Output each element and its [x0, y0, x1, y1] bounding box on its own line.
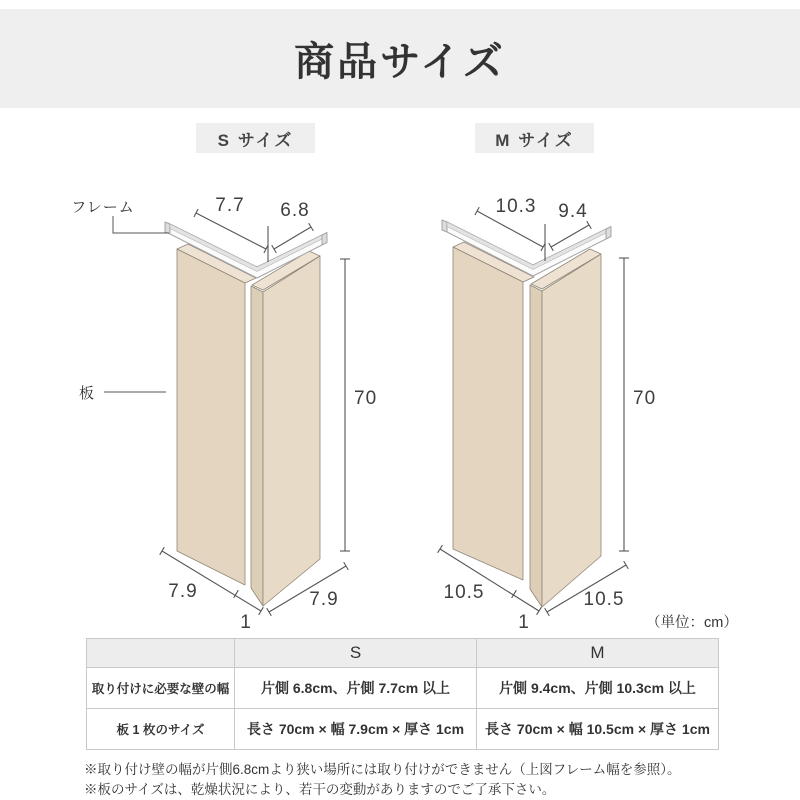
- s-right-board-front-face: [263, 256, 320, 606]
- frame-callout-line: [113, 216, 169, 233]
- badge-size-m: [475, 123, 594, 153]
- m-left-board-front-face: [453, 247, 523, 580]
- size-s-drawing: [60, 190, 380, 635]
- m-dim-height-value: 70: [633, 388, 657, 409]
- board-label: 板: [78, 385, 96, 402]
- footnote-frame-width: ※取り付け壁の幅が片側6.8cmより狭い場所には取り付けができません（上図フレーム幅を参照）。: [84, 762, 681, 777]
- s-dim-height-value: 70: [354, 388, 378, 409]
- board-size-m-value: 長さ 70cm × 幅 10.5cm × 厚さ 1cm: [477, 709, 719, 750]
- s-frame-right-cap: [322, 233, 327, 246]
- m-dim-bottom-right-value: 10.5: [583, 589, 625, 610]
- s-left-board-front-face: [177, 249, 245, 585]
- m-dim-thickness-value: 1: [518, 612, 530, 633]
- header-banner: [0, 9, 800, 108]
- m-right-board-front-face: [542, 254, 601, 607]
- wall-width-s-value: 片側 6.8cm、片側 7.7cm 以上: [235, 668, 477, 709]
- s-dim-top-right-value: 6.8: [280, 200, 310, 221]
- frame-label: フレーム: [71, 199, 135, 216]
- s-dim-top-left-value: 7.7: [215, 195, 245, 216]
- size-table-header-m: M: [477, 639, 719, 668]
- s-dim-bottom-left-value: 7.9: [168, 581, 198, 602]
- wall-width-m-value: 片側 9.4cm、片側 10.3cm 以上: [477, 668, 719, 709]
- size-table-header-row: [87, 639, 719, 668]
- board-size-row-label: 板 1 枚のサイズ: [87, 709, 235, 750]
- unit-note: （単位：cm）: [646, 615, 738, 631]
- page-title: 商品サイズ: [294, 40, 506, 84]
- size-s-diagram: [60, 190, 380, 635]
- size-table-header-s: S: [235, 639, 477, 668]
- table-row-wall-width: [87, 668, 719, 709]
- footnotes: [84, 760, 680, 799]
- s-right-board-edge-face: [251, 286, 263, 606]
- badge-size-m-label: M サイズ: [495, 130, 574, 150]
- table-row-board-size: [87, 709, 719, 750]
- s-right-board: [251, 251, 320, 606]
- m-right-board-edge-face: [530, 285, 542, 607]
- size-m-diagram: [425, 190, 745, 635]
- size-table: [86, 638, 719, 750]
- m-right-board: [530, 249, 601, 607]
- size-table-header-empty: [87, 639, 235, 668]
- s-callout-lines: [104, 216, 169, 392]
- wall-width-row-label: 取り付けに必要な壁の幅: [87, 668, 235, 709]
- badge-size-s-label: S サイズ: [217, 130, 294, 150]
- s-frame-left-cap: [165, 222, 170, 234]
- s-dim-thickness-value: 1: [240, 612, 252, 633]
- s-left-board: [177, 244, 256, 585]
- m-frame-right-cap: [606, 227, 611, 240]
- m-dim-top-right-value: 9.4: [558, 201, 588, 222]
- footnote-board-size: ※板のサイズは、乾燥状況により、若干の変動がありますのでご了承下さい。: [84, 781, 556, 797]
- m-frame-left-cap: [442, 220, 447, 232]
- m-dim-top-left-value: 10.3: [495, 196, 537, 217]
- size-m-drawing: [425, 190, 745, 635]
- s-dim-bottom-right-value: 7.9: [309, 589, 339, 610]
- board-size-s-value: 長さ 70cm × 幅 7.9cm × 厚さ 1cm: [235, 709, 477, 750]
- badge-size-s: [196, 123, 315, 153]
- m-dim-bottom-left-value: 10.5: [443, 582, 485, 603]
- m-left-board: [453, 242, 534, 580]
